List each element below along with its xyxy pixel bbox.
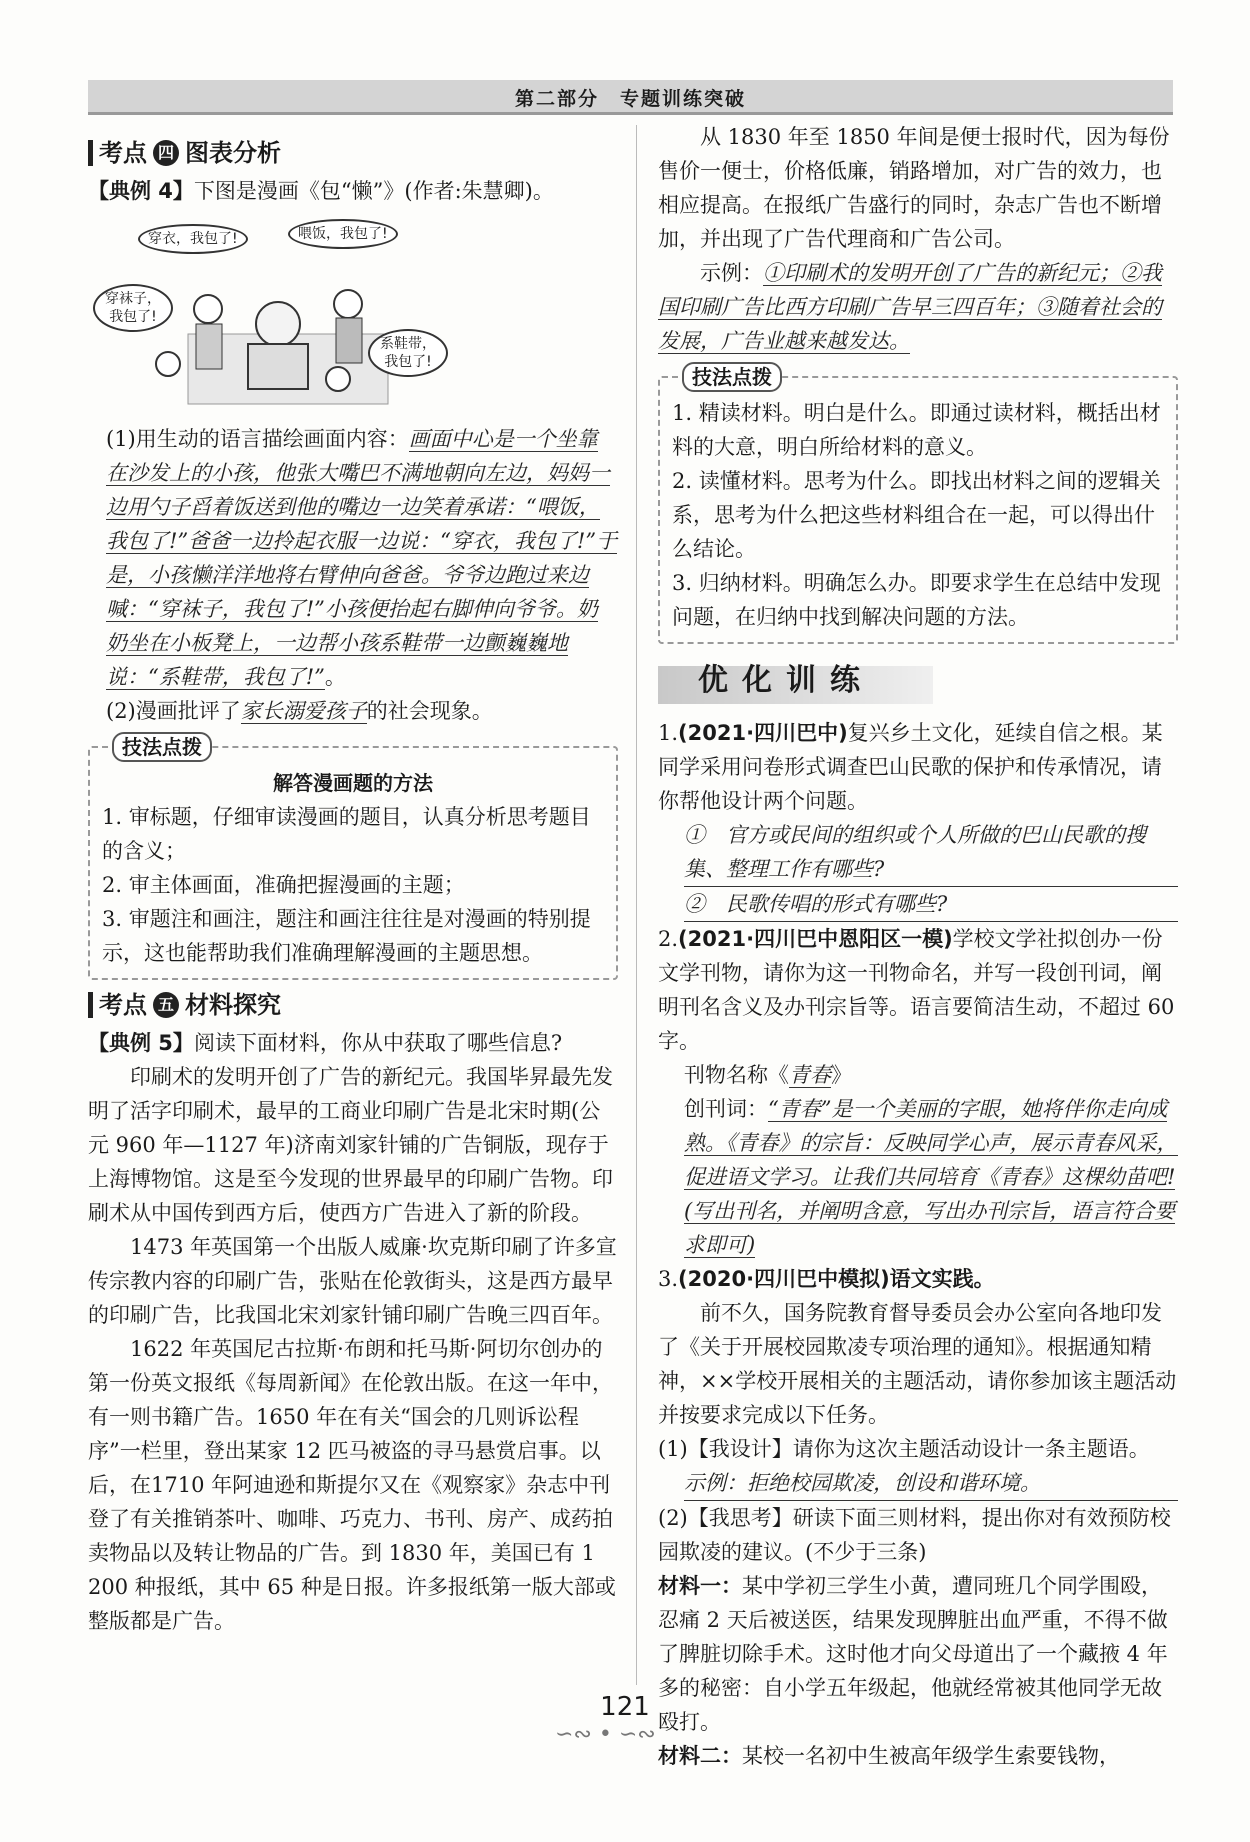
example-tag: 【典例 4】 <box>88 179 194 203</box>
question-source: (2021·四川巴中) <box>678 721 848 745</box>
tip-item: 2. 审主体画面，准确把握漫画的主题； <box>102 873 465 897</box>
journal-name-line <box>684 1058 1178 1092</box>
section-number: 四 <box>153 140 179 166</box>
example-prefix: 示例： <box>700 261 763 285</box>
tip-item: 3. 审题注和画注，题注和画注往往是对漫画的特别提示，这也能帮助我们准确理解漫画的主题思想。 <box>102 907 591 965</box>
speech-bubble: 系鞋带，我包了! <box>368 329 448 377</box>
material-label: 材料二： <box>658 1744 742 1768</box>
tip-item: 3. 归纳材料。明确怎么办。即要求学生在总结中发现问题，在归纳中找到解决问题的方法。 <box>672 571 1161 629</box>
section-prefix: 考点 <box>99 139 147 167</box>
example-tag: 【典例 5】 <box>88 1031 194 1055</box>
example-text: 阅读下面材料，你从中获取了哪些信息? <box>193 1031 563 1055</box>
practice-question-3 <box>658 1262 1178 1296</box>
practice-question-2 <box>658 922 1178 1058</box>
task-2: (2)【我思考】研读下面三则材料，提出你对有效预防校园欺凌的建议。(不少于三条) <box>658 1506 1171 1564</box>
question-2 <box>106 694 618 728</box>
tip-item: 1. 审标题，仔细审读漫画的题目，认真分析思考题目的含义； <box>102 805 591 863</box>
question-number: 2. <box>658 927 679 951</box>
section-prefix: 考点 <box>99 991 147 1019</box>
handwritten-answer: ① 官方或民间的组织或个人所做的巴山民歌的搜集、整理工作有哪些? <box>684 818 1178 887</box>
handwritten-answer: 家长溺爱孩子 <box>240 699 367 723</box>
footer-ornament: ∽∾ • ∽∾ <box>555 1722 656 1747</box>
section-title: 材料探究 <box>185 991 281 1019</box>
question-title: 语文实践。 <box>889 1267 995 1291</box>
tip-box-material <box>658 365 1178 644</box>
question-1 <box>106 422 618 694</box>
example-text: 下图是漫画《包“懒”》(作者:朱慧卿)。 <box>193 179 554 203</box>
page-header <box>88 80 1173 115</box>
question-number: 3. <box>658 1267 679 1291</box>
handwritten-answer: 示例：拒绝校园欺凌，创设和谐环境。 <box>684 1466 1178 1501</box>
question-prefix: (1)用生动的语言描绘画面内容： <box>106 427 409 451</box>
left-column <box>88 130 618 1638</box>
question-source: (2021·四川巴中恩阳区一模) <box>678 927 953 951</box>
material-label: 材料一： <box>658 1574 742 1598</box>
handwritten-answer: 画面中心是一个坐靠在沙发上的小孩，他张大嘴巴不满地朝向左边，妈妈一边用勺子舀着饭送到他的嘴边一边笑着承诺：“喂饭，我包了!”爸爸一边拎起衣服一边说：“穿衣，我包了!”于是，小孩懒洋洋地将右臂伸向爸爸。爷爷边跑过来边喊：“穿袜子，我包了!”小孩便抬起右脚伸向爷爷。奶奶坐在小板凳上，一边帮小孩系鞋带一边颤巍巍地说：“系鞋带，我包了!” <box>106 427 618 689</box>
speech-bubble: 穿袜子，我包了! <box>93 284 173 332</box>
tip-item: 2. 读懂材料。思考为什么。即找出材料之间的逻辑关系，思考为什么把这些材料组合在一起，可以得出什么结论。 <box>672 469 1161 561</box>
question-end: 。 <box>324 665 346 689</box>
section-4-heading <box>88 136 618 170</box>
tip-label: 技法点拨 <box>682 362 782 392</box>
example-5-intro <box>88 1026 618 1060</box>
section-5-heading <box>88 988 618 1022</box>
question-number: 1. <box>658 721 679 745</box>
task-1: (1)【我设计】请你为这次主题活动设计一条主题语。 <box>658 1437 1150 1461</box>
question-text: 学校文学社拟创办一份文学刊物，请你为这一刊物命名，并写一段创刊词，阐明刊名含义及办刊宗旨等。语言要简洁生动，不超过 60 字。 <box>658 927 1175 1053</box>
right-column <box>658 120 1178 1773</box>
handwritten-answer: 青春 <box>789 1063 831 1087</box>
material-text: 某校一名初中生被高年级学生索要钱物， <box>742 1744 1120 1768</box>
column-divider <box>636 125 637 1685</box>
section-number: 五 <box>153 992 179 1018</box>
name-suffix: 》 <box>831 1063 852 1087</box>
material-2 <box>658 1739 1178 1773</box>
journal-intro-line <box>684 1092 1178 1262</box>
heading-bar <box>88 992 93 1018</box>
header-title: 第二部分 专题训练突破 <box>514 88 746 110</box>
question-text: 前不久，国务院教育督导委员会办公室向各地印发了《关于开展校园欺凌专项治理的通知》。根据通知精神，××学校开展相关的主题活动，请你参加该主题活动并按要求完成以下任务。 <box>658 1301 1177 1427</box>
name-prefix: 刊物名称《 <box>684 1063 789 1087</box>
material-paragraph: 印刷术的发明开创了广告的新纪元。我国毕昇最先发明了活字印刷术，最早的工商业印刷广告是北宋时期(公元 960 年—1127 年)济南刘家针铺的广告铜版，现存于上海博物馆。这是至今发现的世界最早的印刷广告物。印刷术从中国传到西方后，使西方广告进入了新的阶段。 <box>88 1065 613 1225</box>
material-text: 某中学初三学生小黄，遭同班几个同学围殴，忍痛 2 天后被送医，结果发现脾脏出血严重，不得不做了脾脏切除手术。这时他才向父母道出了一个藏掖 4 年多的秘密：自小学五年级起，他就经常被其他同学无故殴打。 <box>658 1574 1168 1734</box>
practice-banner <box>658 660 1178 708</box>
intro-prefix: 创刊词： <box>684 1097 768 1121</box>
question-text: 复兴乡土文化，延续自信之根。某同学采用问卷形式调查巴山民歌的保护和传承情况，请你帮他设计两个问题。 <box>658 721 1163 813</box>
handwritten-answer: “青春”是一个美丽的字眼，她将伴你走向成熟。《青春》的宗旨：反映同学心声，展示青春风采，促进语文学习。让我们共同培育《青春》这棵幼苗吧!(写出刊名，并阐明含意，写出办刊宗旨，语言符合要求即可) <box>684 1097 1178 1257</box>
tip-subtitle: 解答漫画题的方法 <box>273 771 433 795</box>
tip-item: 1. 精读材料。明白是什么。即通过读材料，概括出材料的大意，明白所给材料的意义。 <box>672 401 1161 459</box>
question-suffix: 的社会现象。 <box>366 699 493 723</box>
example-4-intro <box>88 174 618 208</box>
material-paragraph: 从 1830 年至 1850 年间是便士报时代，因为每份售价一便士，价格低廉，销路增加，对广告的效力，也相应提高。在报纸广告盛行的同时，杂志广告也不断增加，并出现了广告代理商和广告公司。 <box>658 125 1170 251</box>
section-title: 图表分析 <box>185 139 281 167</box>
speech-bubble: 穿衣，我包了! <box>138 224 248 254</box>
question-prefix: (2)漫画批评了 <box>106 699 241 723</box>
tip-box-comic <box>88 735 618 980</box>
page-number: 121 <box>600 1692 650 1722</box>
tip-label: 技法点拨 <box>112 732 212 762</box>
handwritten-answer: ② 民歌传唱的形式有哪些? <box>684 887 1178 922</box>
example-answer <box>658 256 1178 358</box>
question-source: (2020·四川巴中模拟) <box>678 1267 890 1291</box>
practice-question-1 <box>658 716 1178 818</box>
heading-bar <box>88 140 93 166</box>
banner-title: 优化训练 <box>698 663 874 698</box>
speech-bubble: 喂饭，我包了! <box>288 219 398 249</box>
handwritten-answer: ①印刷术的发明开创了广告的新纪元；②我国印刷广告比西方印刷广告早三四百年；③随着社会的发展，广告业越来越发达。 <box>658 261 1162 353</box>
cartoon-image <box>105 214 436 414</box>
material-paragraph: 1622 年英国尼古拉斯·布朗和托马斯·阿切尔创办的第一份英文报纸《每周新闻》在伦敦出版。在这一年中，有一则书籍广告。1650 年在有关“国会的几则诉讼程序”一栏里，登出某家 12 匹马被盗的寻马悬赏启事。以后，在1710 年阿迪逊和斯提尔又在《观察家》杂志中刊登了有关推销茶叶、咖啡、巧克力、书刊、房产、成药拍卖物品以及转让物品的广告。到 1830 年，美国已有 1 200 种报纸，其中 65 种是日报。许多报纸第一版大部或整版都是广告。 <box>88 1337 616 1633</box>
material-paragraph: 1473 年英国第一个出版人威廉·坎克斯印刷了许多宣传宗教内容的印刷广告，张贴在伦敦街头，这是西方最早的印刷广告，比我国北宋刘家针铺印刷广告晚三四百年。 <box>88 1235 617 1327</box>
